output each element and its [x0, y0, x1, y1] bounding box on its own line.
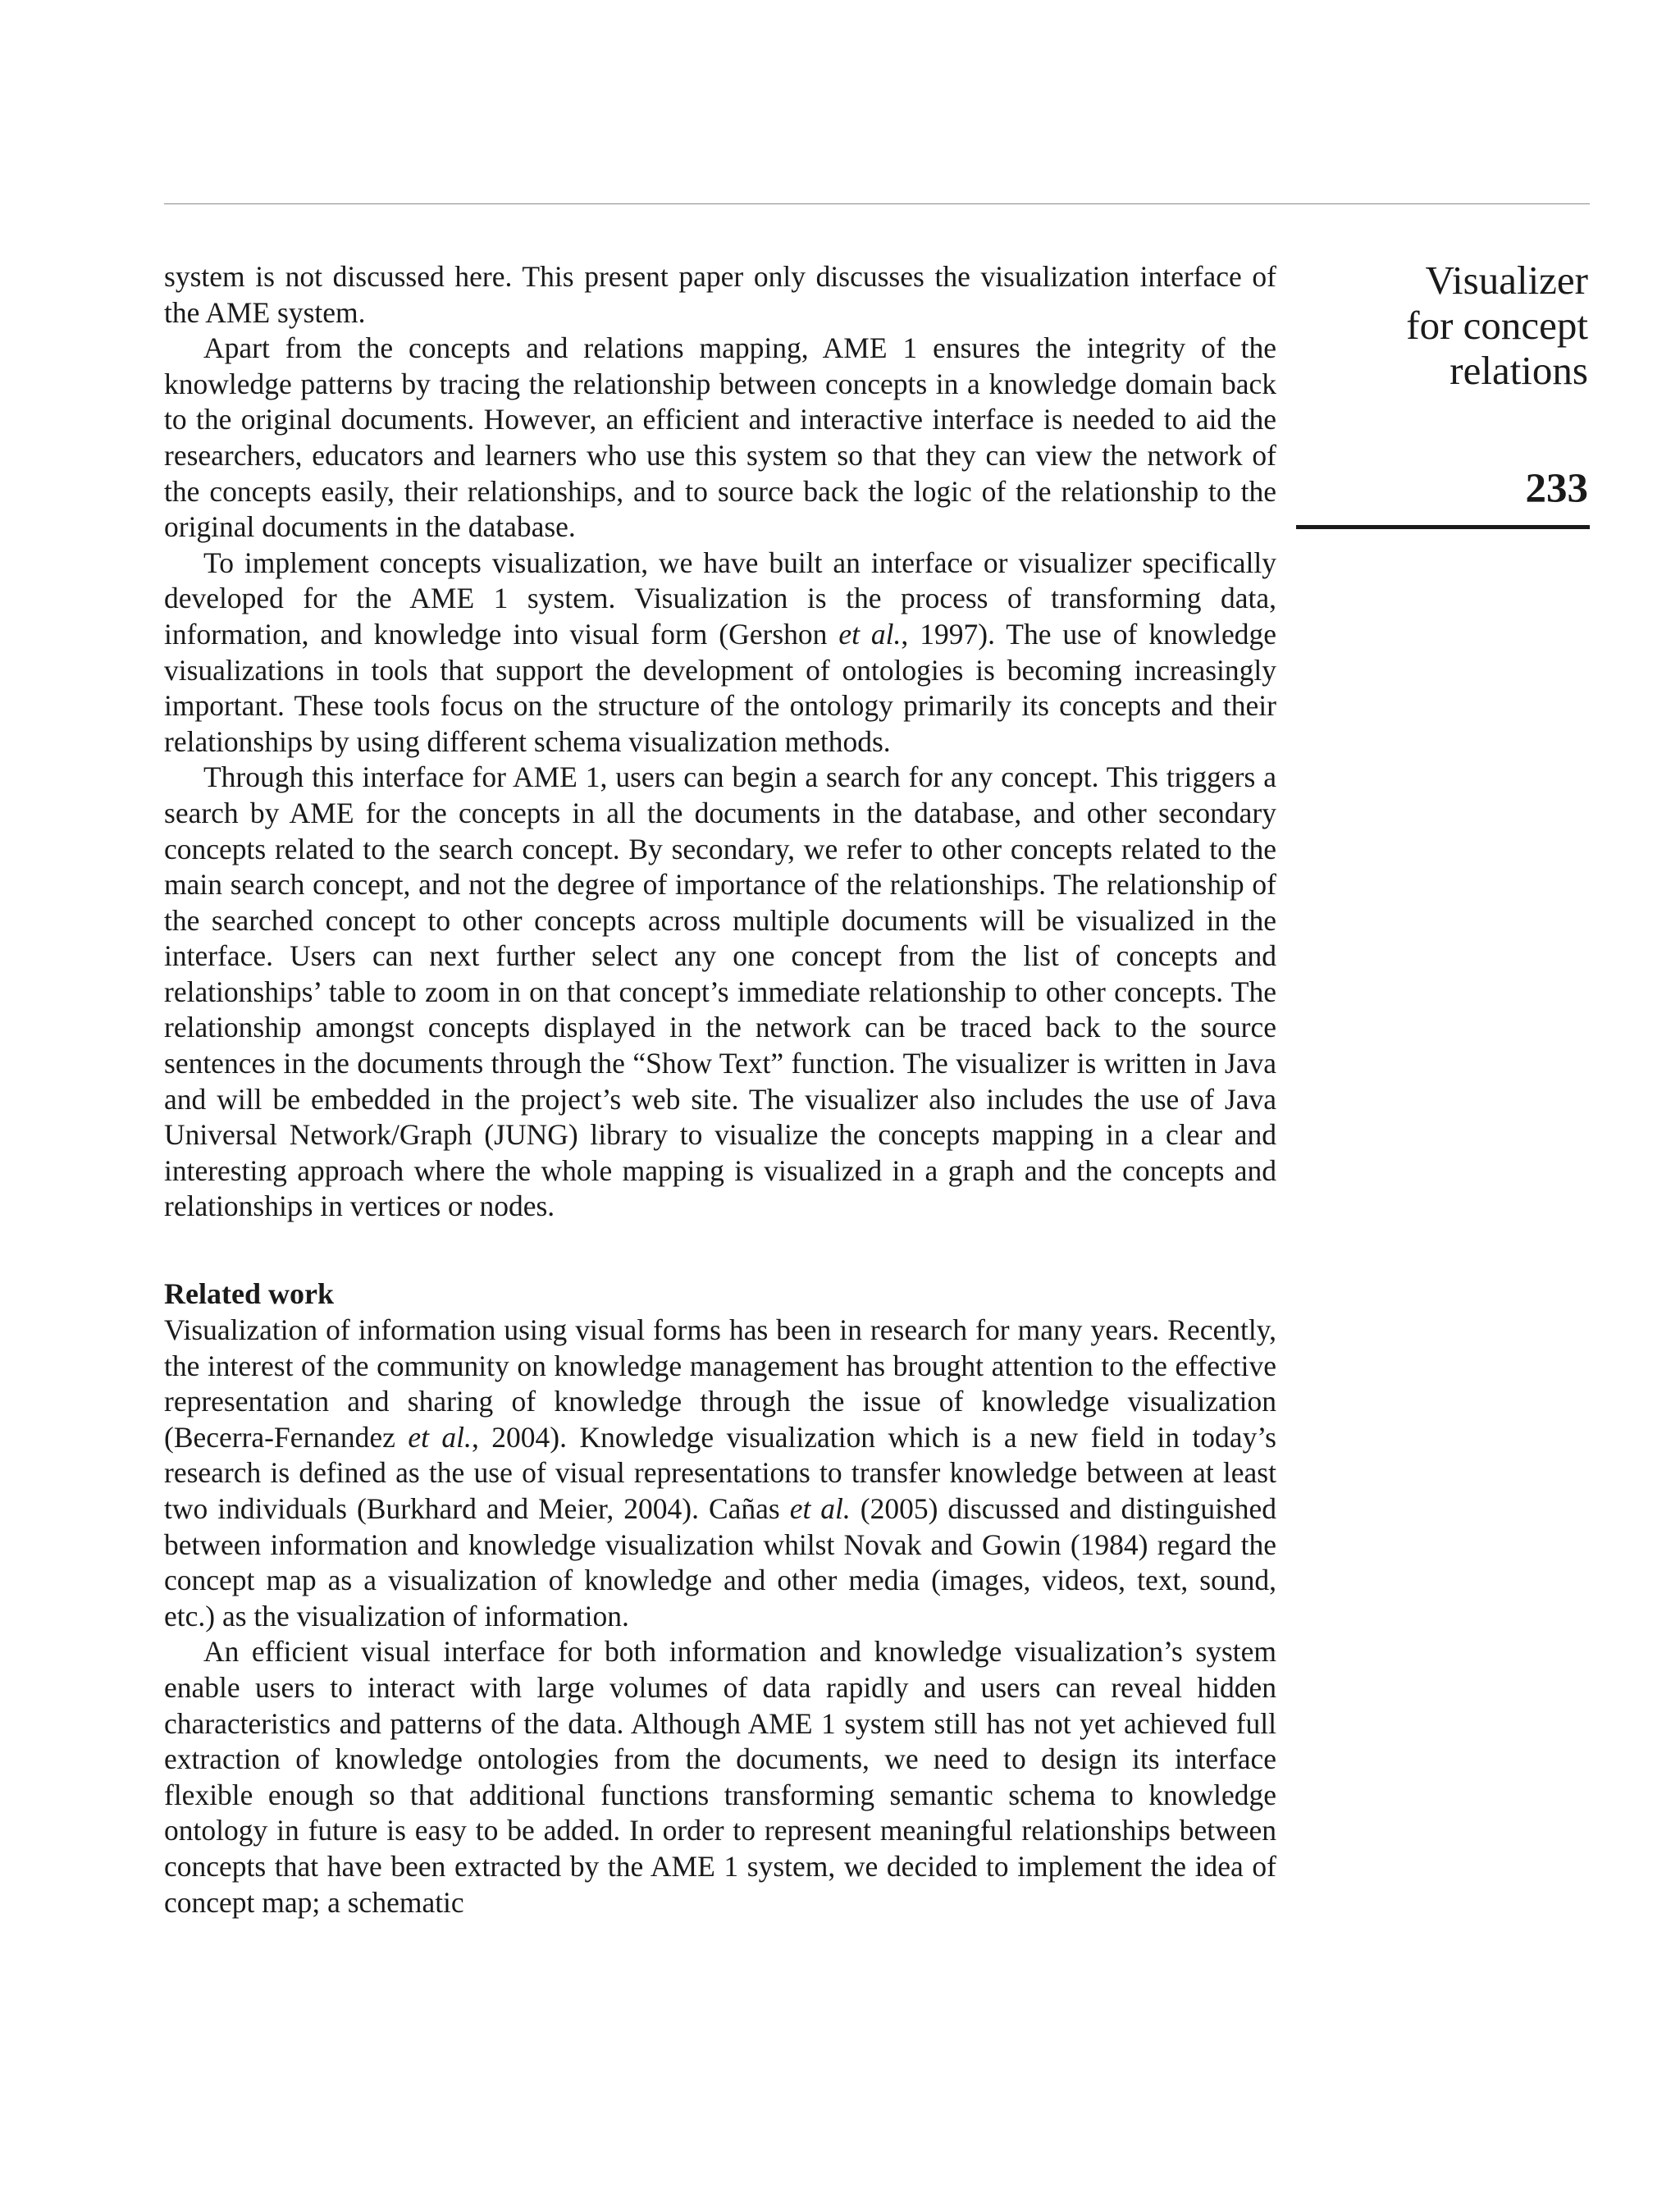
paragraph-3	[164, 546, 1276, 760]
body-text-column	[164, 259, 1276, 1920]
paragraph-3-text-b: , 1997). The use of knowledge visualizations in tools that support the development of ontologies is becoming increasingly important. These tools focus on the structure of the ontology primarily its concepts and their relationships by using different schema visualization methods.	[164, 617, 1276, 758]
paragraph-3-text-a: To implement concepts visualization, we have built an interface or visualizer specifically developed for the AME 1 system. Visualization is the process of transforming data, information, and knowledge into visual form (Gershon	[164, 546, 1276, 651]
section-heading-related-work: Related work	[164, 1277, 334, 1311]
header-rule	[164, 203, 1590, 204]
page-number: 233	[1525, 466, 1588, 512]
paragraph-5-citation-etal-2: et al.	[789, 1492, 851, 1525]
running-title	[1293, 258, 1588, 393]
running-title-line-1: Visualizer	[1425, 258, 1588, 303]
paragraph-5-text-a: Visualization of information using visual forms has been in research for many years. Recently, the interest of the community on knowledge management has brought attention to the effective representation and sharing of knowledge through the issue of knowledge visualization (Becerra-Fernandez	[164, 1313, 1276, 1454]
running-title-line-2: for concept	[1406, 303, 1588, 348]
paragraph-4: Through this interface for AME 1, users can begin a search for any concept. This triggers a search by AME for the concepts in all the documents in the database, and other secondary concepts related to the search concept. By secondary, we refer to other concepts related to the main search concept, and not the degree of importance of the relationships. The relationship of the searched concept to other concepts across multiple documents will be visualized in the interface. Users can next further select any one concept from the list of concepts and relationships’ table to zoom in on that concept’s immediate relationship to other concepts. The relationship amongst concepts displayed in the network can be traced back to the source sentences in the documents through the “Show Text” function. The visualizer is written in Java and will be embedded in the project’s web site. The visualizer also includes the use of Java Universal Network/Graph (JUNG) library to visualize the concepts mapping in a clear and interesting approach where the whole mapping is visualized in a graph and the concepts and relationships in vertices or nodes.	[164, 760, 1276, 1223]
paragraph-5-text-c: (2005) discussed and distinguished between information and knowledge visualization whilst Novak and Gowin (1984) regard the concept map as a visualization of knowledge and other media (images, videos, text, sound, etc.) as the visualization of information.	[164, 1492, 1276, 1632]
running-title-line-3: relations	[1449, 348, 1588, 393]
paragraph-3-citation-etal: et al.	[838, 617, 902, 651]
paragraph-5-text-b: , 2004). Knowledge visualization which is a new field in today’s research is defined as the use of visual representations to transfer knowledge between at least two individuals (Burkhard and Meier, 2004). Cañas	[164, 1420, 1276, 1525]
paragraph-5-citation-etal-1: et al.	[408, 1420, 472, 1454]
paragraph-5	[164, 1313, 1276, 1634]
page-number-rule	[1296, 525, 1590, 529]
paragraph-6: An efficient visual interface for both information and knowledge visualization’s system enable users to interact with large volumes of data rapidly and users can reveal hidden characteristics and patterns of the data. Although AME 1 system still has not yet achieved full extraction of knowledge ontologies from the documents, we need to design its interface flexible enough so that additional functions transforming semantic schema to knowledge ontology in future is easy to be added. In order to represent meaningful relationships between concepts that have been extracted by the AME 1 system, we decided to implement the idea of concept map; a schematic	[164, 1635, 1276, 1919]
paragraph-1: system is not discussed here. This present paper only discusses the visualization interface of the AME system.	[164, 260, 1276, 329]
paragraph-2: Apart from the concepts and relations mapping, AME 1 ensures the integrity of the knowledge patterns by tracing the relationship between concepts in a knowledge domain back to the original documents. However, an efficient and interactive interface is needed to aid the researchers, educators and learners who use this system so that they can view the network of the concepts easily, their relationships, and to source back the logic of the relationship to the original documents in the database.	[164, 331, 1276, 544]
